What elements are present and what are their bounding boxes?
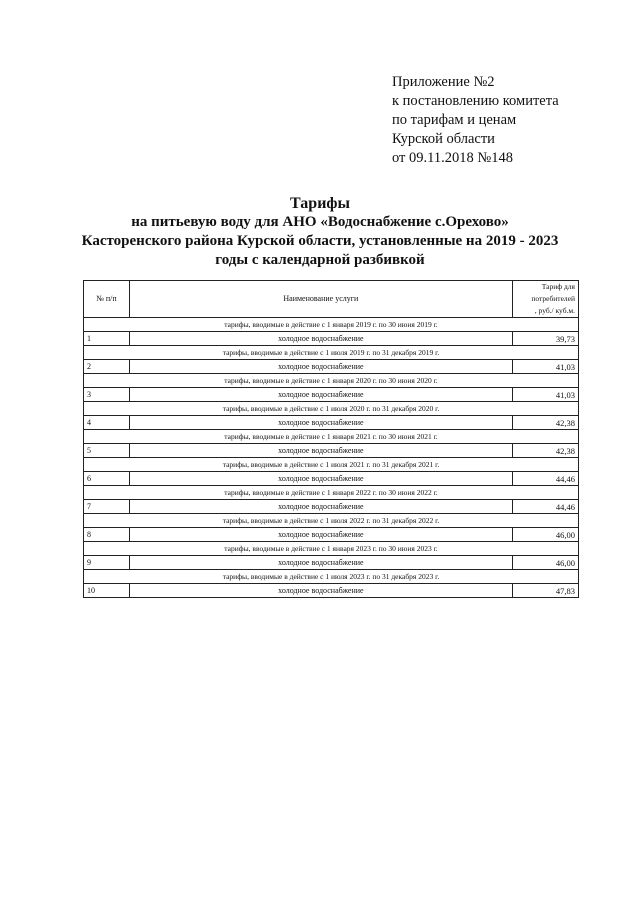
title-line: Касторенского района Курской области, установленные на 2019 - 2023 bbox=[81, 233, 559, 249]
header-tariff-line: , руб./ куб.м. bbox=[534, 306, 575, 315]
table-row bbox=[84, 416, 579, 430]
service-name: холодное водоснабжение bbox=[129, 584, 512, 598]
period-row bbox=[84, 542, 579, 556]
service-name: холодное водоснабжение bbox=[129, 388, 512, 402]
period-label: тарифы, вводимые в действие с 1 июля 2020 г. по 31 декабря 2020 г. bbox=[84, 402, 579, 416]
service-name: холодное водоснабжение bbox=[129, 360, 512, 374]
header-tariff bbox=[512, 281, 578, 318]
table-header-row bbox=[84, 281, 579, 318]
table-row bbox=[84, 584, 579, 598]
row-number: 4 bbox=[84, 416, 130, 430]
tariff-table bbox=[83, 280, 579, 598]
appendix-line: Приложение №2 bbox=[392, 74, 495, 90]
table-row bbox=[84, 360, 579, 374]
period-label: тарифы, вводимые в действие с 1 января 2021 г. по 30 июня 2021 г. bbox=[84, 430, 579, 444]
period-label: тарифы, вводимые в действие с 1 июля 2019 г. по 31 декабря 2019 г. bbox=[84, 346, 579, 360]
table-row bbox=[84, 500, 579, 514]
tariff-value: 42,38 bbox=[512, 444, 578, 458]
period-row bbox=[84, 486, 579, 500]
period-row bbox=[84, 318, 579, 332]
service-name: холодное водоснабжение bbox=[129, 500, 512, 514]
period-label: тарифы, вводимые в действие с 1 января 2022 г. по 30 июня 2022 г. bbox=[84, 486, 579, 500]
header-service-name: Наименование услуги bbox=[129, 281, 512, 318]
row-number: 7 bbox=[84, 500, 130, 514]
period-row bbox=[84, 570, 579, 584]
header-tariff-line: потребителей bbox=[531, 294, 575, 303]
table-row bbox=[84, 556, 579, 570]
tariff-value: 46,00 bbox=[512, 556, 578, 570]
row-number: 1 bbox=[84, 332, 130, 346]
row-number: 6 bbox=[84, 472, 130, 486]
period-row bbox=[84, 402, 579, 416]
tariff-value: 39,73 bbox=[512, 332, 578, 346]
appendix-line: от 09.11.2018 №148 bbox=[392, 150, 513, 166]
row-number: 10 bbox=[84, 584, 130, 598]
appendix-line: к постановлению комитета bbox=[392, 93, 559, 109]
period-label: тарифы, вводимые в действие с 1 января 2023 г. по 30 июня 2023 г. bbox=[84, 542, 579, 556]
table-row bbox=[84, 472, 579, 486]
period-row bbox=[84, 374, 579, 388]
period-row bbox=[84, 514, 579, 528]
period-label: тарифы, вводимые в действие с 1 июля 2022 г. по 31 декабря 2022 г. bbox=[84, 514, 579, 528]
period-label: тарифы, вводимые в действие с 1 июля 2023 г. по 31 декабря 2023 г. bbox=[84, 570, 579, 584]
period-label: тарифы, вводимые в действие с 1 января 2019 г. по 30 июня 2019 г. bbox=[84, 318, 579, 332]
service-name: холодное водоснабжение bbox=[129, 528, 512, 542]
service-name: холодное водоснабжение bbox=[129, 472, 512, 486]
tariff-value: 44,46 bbox=[512, 500, 578, 514]
service-name: холодное водоснабжение bbox=[129, 332, 512, 346]
tariff-value: 42,38 bbox=[512, 416, 578, 430]
table-row bbox=[84, 388, 579, 402]
title-line: на питьевую воду для АНО «Водоснабжение с.Орехово» bbox=[131, 214, 509, 230]
service-name: холодное водоснабжение bbox=[129, 444, 512, 458]
title-line: годы с календарной разбивкой bbox=[215, 252, 425, 268]
document-title bbox=[60, 194, 580, 270]
period-row bbox=[84, 346, 579, 360]
period-row bbox=[84, 458, 579, 472]
row-number: 3 bbox=[84, 388, 130, 402]
row-number: 2 bbox=[84, 360, 130, 374]
service-name: холодное водоснабжение bbox=[129, 556, 512, 570]
row-number: 5 bbox=[84, 444, 130, 458]
tariff-value: 46,00 bbox=[512, 528, 578, 542]
period-label: тарифы, вводимые в действие с 1 июля 2021 г. по 31 декабря 2021 г. bbox=[84, 458, 579, 472]
appendix-line: Курской области bbox=[392, 131, 495, 147]
row-number: 8 bbox=[84, 528, 130, 542]
table-row bbox=[84, 332, 579, 346]
tariff-value: 41,03 bbox=[512, 360, 578, 374]
table-row bbox=[84, 444, 579, 458]
row-number: 9 bbox=[84, 556, 130, 570]
period-row bbox=[84, 430, 579, 444]
service-name: холодное водоснабжение bbox=[129, 416, 512, 430]
header-tariff-line: Тариф для bbox=[541, 282, 575, 291]
period-label: тарифы, вводимые в действие с 1 января 2020 г. по 30 июня 2020 г. bbox=[84, 374, 579, 388]
title-line: Тарифы bbox=[290, 195, 350, 212]
header-num: № п/п bbox=[84, 281, 130, 318]
appendix-line: по тарифам и ценам bbox=[392, 112, 517, 128]
appendix-header bbox=[392, 73, 559, 168]
table-row bbox=[84, 528, 579, 542]
tariff-value: 41,03 bbox=[512, 388, 578, 402]
tariff-value: 47,83 bbox=[512, 584, 578, 598]
tariff-value: 44,46 bbox=[512, 472, 578, 486]
